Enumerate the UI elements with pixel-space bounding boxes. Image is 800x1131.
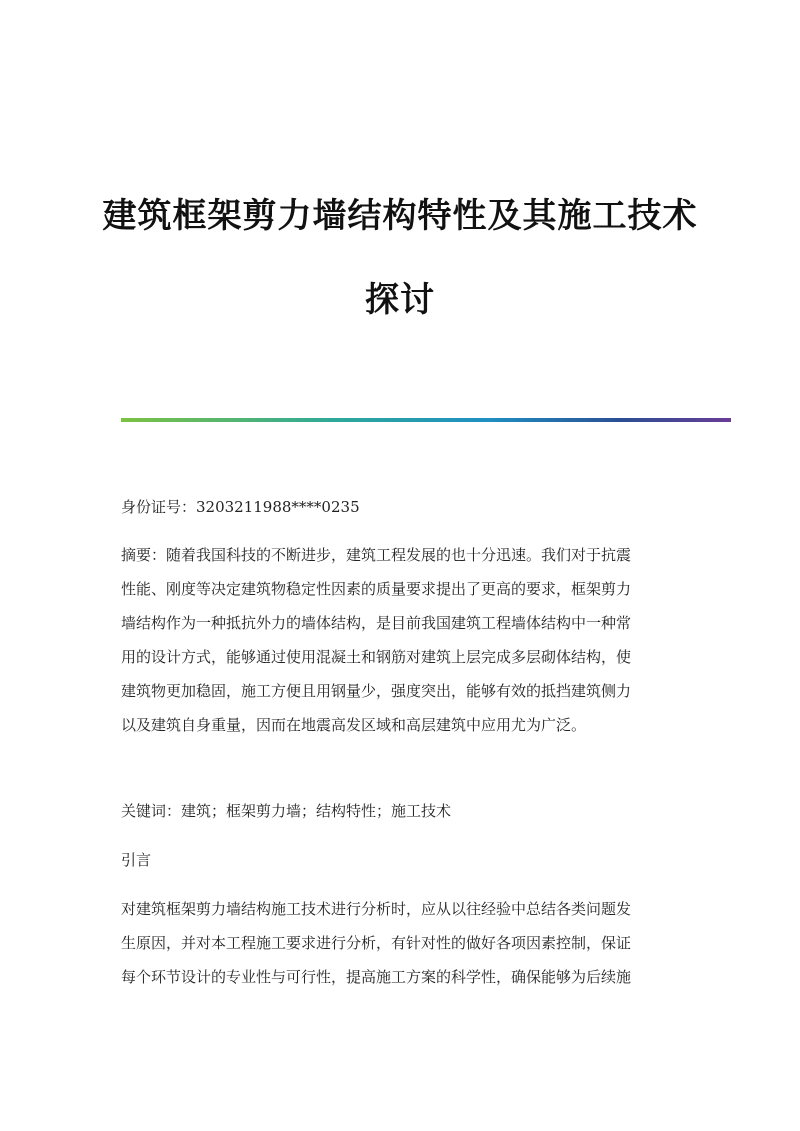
body-line: 对建筑框架剪力墙结构施工技术进行分析时，应从以往经验中总结各类问题发 bbox=[121, 900, 632, 918]
abstract-line: 摘要：随着我国科技的不断进步，建筑工程发展的也十分迅速。我们对于抗震 bbox=[121, 546, 632, 564]
document-title-line-2: 探讨 bbox=[365, 280, 435, 320]
keywords-line bbox=[121, 794, 681, 828]
abstract-line: 以及建筑自身重量，因而在地震高发区域和高层建筑中应用尤为广泛。 bbox=[121, 716, 587, 734]
abstract-paragraph bbox=[121, 538, 681, 742]
document-title-line-1: 建筑框架剪力墙结构特性及其施工技术 bbox=[102, 196, 698, 236]
title-divider bbox=[121, 418, 731, 422]
keywords-text: 关键词：建筑；框架剪力墙；结构特性；施工技术 bbox=[121, 802, 452, 820]
abstract-line: 性能、刚度等决定建筑物稳定性因素的质量要求提出了更高的要求，框架剪力 bbox=[121, 580, 632, 598]
abstract-line: 墙结构作为一种抵抗外力的墙体结构，是目前我国建筑工程墙体结构中一种常 bbox=[121, 614, 632, 632]
body-paragraph bbox=[121, 892, 681, 994]
id-number-text: 身份证号：3203211988****0235 bbox=[121, 498, 360, 516]
abstract-line: 用的设计方式，能够通过使用混凝土和钢筋对建筑上层完成多层砌体结构，使 bbox=[121, 648, 632, 666]
abstract-line: 建筑物更加稳固，施工方便且用钢量少，强度突出，能够有效的抵挡建筑侧力 bbox=[121, 682, 632, 700]
body-line: 每个环节设计的专业性与可行性，提高施工方案的科学性，确保能够为后续施 bbox=[121, 968, 632, 986]
id-number-line bbox=[121, 490, 681, 524]
body-line: 生原因，并对本工程施工要求进行分析，有针对性的做好各项因素控制，保证 bbox=[121, 934, 632, 952]
section-heading bbox=[121, 843, 681, 877]
section-heading-text: 引言 bbox=[121, 851, 152, 869]
